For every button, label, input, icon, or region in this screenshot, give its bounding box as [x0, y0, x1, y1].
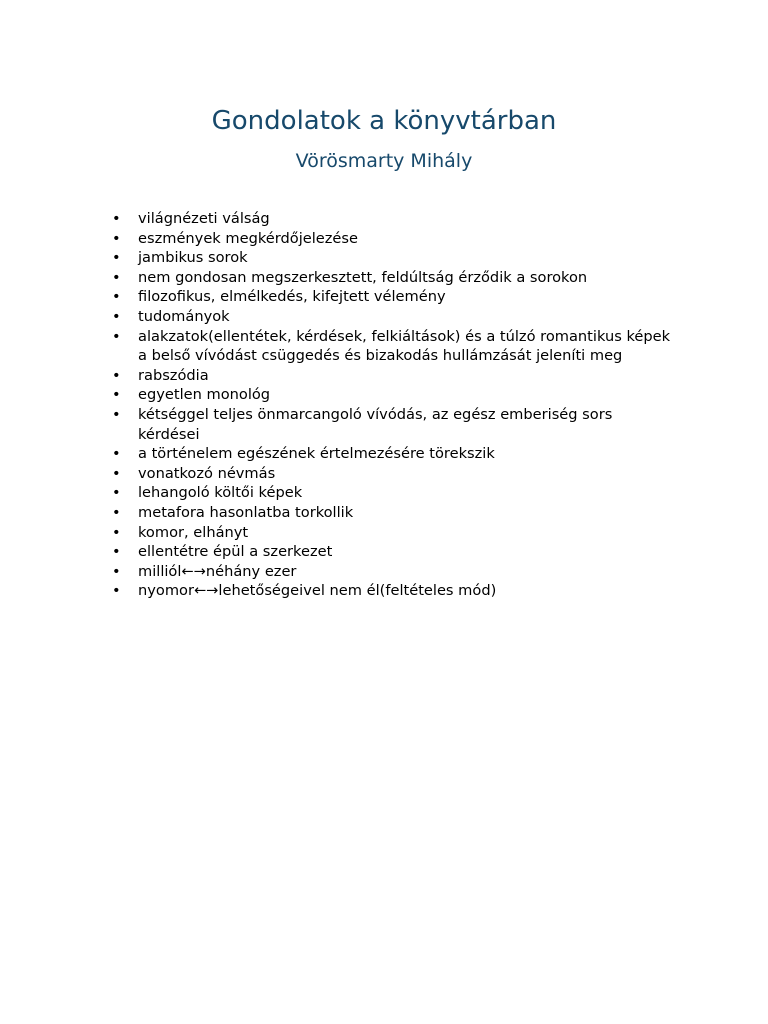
list-item	[112, 405, 672, 444]
bullet-icon: •	[112, 307, 121, 325]
bullet-icon: •	[112, 523, 121, 541]
bullet-icon: •	[112, 582, 121, 600]
list-item-text: nyomor←→lehetőségeivel nem él(feltételes mód)	[138, 582, 497, 600]
bullet-icon: •	[112, 464, 121, 482]
list-item-text: eszmények megkérdőjelezése	[138, 229, 358, 247]
list-item	[112, 503, 672, 523]
list-item	[112, 444, 672, 464]
bullet-list	[112, 209, 672, 601]
bullet-icon: •	[112, 484, 121, 502]
list-item	[112, 581, 672, 601]
bullet-icon: •	[112, 503, 121, 521]
bullet-icon: •	[112, 229, 121, 247]
list-item-text: nem gondosan megszerkesztett, feldúltság érződik a sorokon	[138, 268, 588, 286]
list-item-text: a történelem egészének értelmezésére törekszik	[138, 445, 495, 463]
list-item-text: világnézeti válság	[138, 210, 270, 227]
list-item-text: metafora hasonlatba torkollik	[138, 503, 354, 521]
bullet-icon: •	[112, 366, 121, 384]
list-item-text: alakzatok(ellentétek, kérdések, felkiáltások) és a túlzó romantikus képek a belső vívódást csüggedés és bizakodás hullámzását jeleníti meg	[138, 327, 671, 365]
list-item	[112, 385, 672, 405]
list-item	[112, 542, 672, 562]
list-item	[112, 229, 672, 249]
list-item	[112, 562, 672, 582]
list-item-text: lehangoló költői képek	[138, 484, 303, 502]
list-item-text: vonatkozó névmás	[138, 464, 276, 482]
bullet-icon: •	[112, 445, 121, 463]
bullet-icon: •	[112, 405, 121, 423]
list-item	[112, 287, 672, 307]
list-item	[112, 307, 672, 327]
list-item-text: kétséggel teljes önmarcangoló vívódás, az egész emberiség sors kérdései	[138, 405, 613, 443]
list-item	[112, 464, 672, 484]
document-title: Gondolatok a könyvtárban	[211, 106, 557, 136]
list-item	[112, 327, 672, 366]
list-item-text: filozofikus, elmélkedés, kifejtett vélemény	[138, 288, 446, 306]
list-item-text: milliól←→néhány ezer	[138, 562, 297, 580]
bullet-icon: •	[112, 210, 121, 227]
list-item	[112, 209, 672, 229]
bullet-icon: •	[112, 268, 121, 286]
list-item	[112, 523, 672, 543]
bullet-icon: •	[112, 327, 121, 345]
bullet-icon: •	[112, 562, 121, 580]
list-item	[112, 366, 672, 386]
document-subtitle: Vörösmarty Mihály	[295, 150, 473, 172]
list-item-text: komor, elhányt	[138, 523, 249, 541]
bullet-icon: •	[112, 386, 121, 404]
list-item-text: jambikus sorok	[138, 249, 248, 267]
list-item	[112, 268, 672, 288]
list-item	[112, 483, 672, 503]
list-item-text: tudományok	[138, 307, 230, 325]
list-item-text: ellentétre épül a szerkezet	[138, 543, 333, 561]
list-item-text: rabszódia	[138, 366, 209, 384]
bullet-icon: •	[112, 249, 121, 267]
list-item	[112, 248, 672, 268]
bullet-icon: •	[112, 543, 121, 561]
bullet-icon: •	[112, 288, 121, 306]
list-item-text: egyetlen monológ	[138, 386, 271, 404]
